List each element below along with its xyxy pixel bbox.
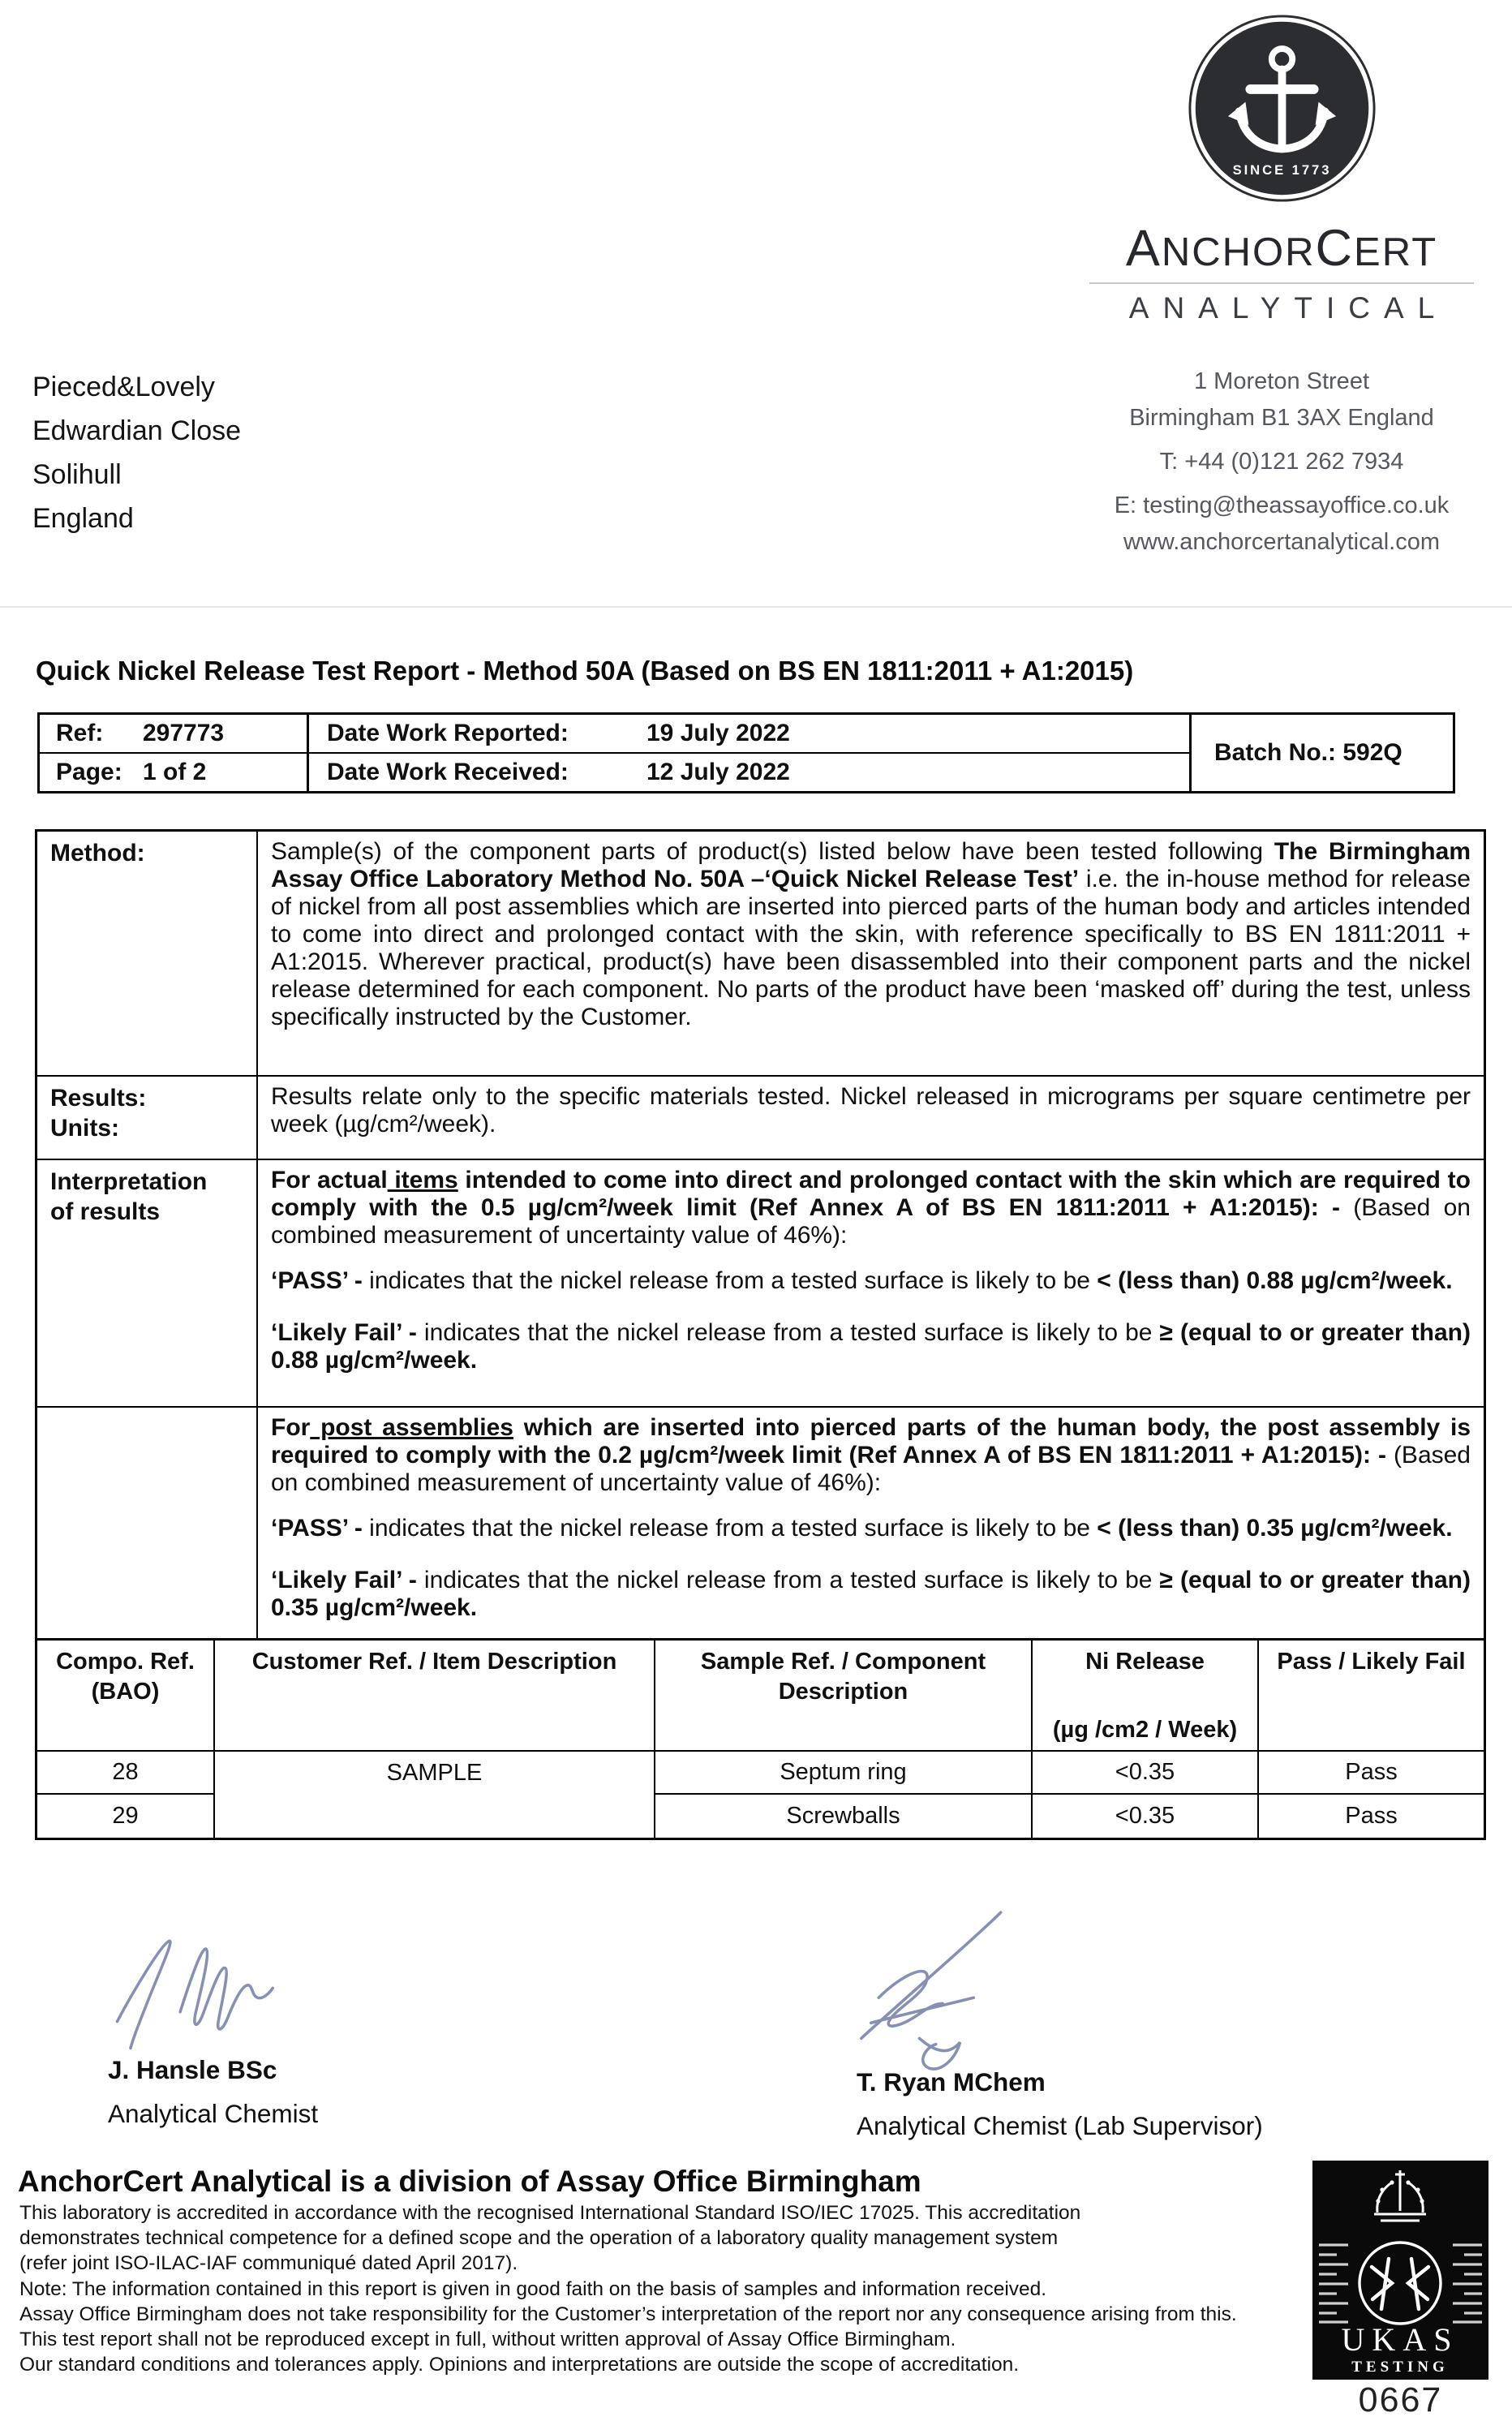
batch-number: Batch No.: 592Q (1214, 739, 1402, 766)
lab-address-line: 1 Moreton Street (1194, 368, 1369, 394)
ref-column (40, 715, 309, 791)
pass-text: indicates that the nickel release from a tested surface is likely to be (369, 1267, 1097, 1294)
lab-logo (1071, 13, 1493, 325)
customer-address-line: Solihull (32, 459, 122, 490)
wordmark-letters: ERT (1354, 230, 1438, 274)
date-received-row (309, 754, 1189, 791)
fail-text: indicates that the nickel release from a tested surface is likely to be (423, 1319, 1160, 1346)
fail-term: ‘Likely Fail’ - (271, 1319, 424, 1346)
interpretation-items-row (37, 1159, 1484, 1406)
wordmark-divider (1089, 282, 1474, 284)
header-ni-release (1033, 1641, 1259, 1750)
wordmark-letter: C (1315, 220, 1355, 277)
fail-text: indicates that the nickel release from a tested surface is likely to be (423, 1567, 1160, 1593)
intro-run: intended to come into direct and prolonged contact with the skin which are required to comply with the 0.5 µg/cm²/week limit (Ref Annex A of BS EN 1811:2011 + A1:2015): - (271, 1167, 1471, 1221)
method-run: Sample(s) of the component parts of product(s) listed below have been tested following (271, 838, 1274, 865)
posts-intro (271, 1414, 1471, 1497)
results-units-row (37, 1075, 1484, 1159)
header-sample-ref (655, 1641, 1033, 1750)
compo-ref-column (37, 1752, 215, 1838)
method-row (37, 832, 1484, 1075)
date-reported-row (309, 715, 1189, 754)
method-label: Method: (37, 832, 258, 1075)
ukas-accreditation-mark (1312, 2161, 1488, 2384)
footer-line: demonstrates technical competence for a defined scope and the operation of a laboratory quality management system (19, 2227, 1059, 2250)
customer-address-line: Pieced&Lovely (32, 372, 215, 402)
signature-tryan-icon (835, 1897, 1079, 2071)
signatory-right (857, 2060, 1263, 2148)
reference-table (37, 712, 1455, 793)
result-column (1259, 1752, 1484, 1838)
signatory-name: J. Hansle BSc (108, 2055, 277, 2084)
method-run-bold: The Birmingham Assay Office Laboratory Method No. 50A –‘Quick Nickel Release Test’ (271, 838, 1471, 892)
ref-row (40, 715, 307, 754)
fail-limit: ≥ (equal to or greater than) 0.88 µg/cm²/week. (271, 1319, 1471, 1374)
customer-address-line: Edwardian Close (32, 415, 242, 446)
anchor-icon (1187, 13, 1377, 204)
intro-run: For actual (271, 1167, 388, 1193)
logo-since-text: SINCE 1773 (1232, 161, 1331, 178)
header-compo-ref (37, 1641, 215, 1750)
header-line: Sample Ref. / Component (700, 1649, 986, 1675)
table-cell: Septum ring (655, 1752, 1031, 1795)
table-cell: <0.35 (1115, 1803, 1175, 1829)
units-label: Units: (50, 1115, 119, 1142)
header-line: Ni Release (1085, 1649, 1205, 1675)
footer-heading: AnchorCert Analytical is a division of Assay Office Birmingham (18, 2165, 921, 2198)
table-cell: Screwballs (786, 1803, 900, 1829)
sample-ref-column (655, 1752, 1033, 1838)
fail-term: ‘Likely Fail’ - (271, 1567, 424, 1593)
header-line: (µg /cm2 / Week) (1052, 1717, 1238, 1743)
ukas-type-text: TESTING (1351, 2359, 1449, 2376)
results-label: Results: (50, 1085, 147, 1112)
lab-email: E: testing@theassayoffice.co.uk (1114, 492, 1450, 518)
ukas-name-text: UKAS (1341, 2321, 1459, 2358)
footer-line: Our standard conditions and tolerances apply. Opinions and interpretations are outside the scope of accreditation. (19, 2354, 1020, 2376)
interpretation-label-line: Interpretation (50, 1168, 208, 1195)
interpretation-label (37, 1160, 258, 1406)
footer-disclaimer (19, 2200, 1237, 2377)
header-divider (0, 606, 1512, 608)
table-cell: Pass (1259, 1752, 1484, 1795)
footer-line: (refer joint ISO-ILAC-IAF communiqué dated April 2017). (19, 2252, 518, 2275)
customer-ref-column (215, 1752, 655, 1838)
customer-address-line: England (32, 503, 134, 534)
fail-limit: ≥ (equal to or greater than) 0.35 µg/cm²/week. (271, 1567, 1471, 1621)
signatory-left (108, 2048, 318, 2135)
method-run: i.e. the in-house method for release of nickel from all post assemblies which are inserted into pierced parts of the human body and articles intended to come into direct and prolonged contact with the skin, with reference specifically to BS EN 1811:2011 + A1:2015. Wherever practical, product(s) have been disassembled into their component parts and the nickel release determined for each component. No parts of the product have been ‘masked off’ during the test, unless specifically instructed by the Customer. (271, 866, 1471, 1030)
lab-contact (1083, 363, 1480, 561)
date-reported-label: Date Work Reported: (327, 720, 569, 746)
table-cell: <0.35 (1033, 1752, 1257, 1795)
interpretation-posts-row (37, 1406, 1484, 1638)
ref-label: Ref: (56, 720, 104, 746)
header-line: (BAO) (91, 1679, 160, 1705)
table-cell: Pass (1345, 1803, 1398, 1829)
fail-definition (271, 1567, 1471, 1622)
dates-column (309, 715, 1192, 791)
ni-release-column (1033, 1752, 1259, 1838)
date-received-value: 12 July 2022 (646, 759, 790, 785)
intro-underlined: items (387, 1167, 458, 1193)
results-table-body (37, 1752, 1484, 1838)
ref-value: 297773 (143, 720, 225, 746)
page-row (40, 754, 307, 791)
wordmark-letters: NCHOR (1161, 230, 1316, 274)
interpretation-label-spacer (37, 1408, 258, 1638)
interpretation-posts-text (258, 1408, 1484, 1638)
pass-term: ‘PASS’ - (271, 1267, 370, 1294)
footer-line: This test report shall not be reproduced except in full, without written approval of Assay Office Birmingham. (19, 2329, 956, 2351)
intro-run: (Based on combined measurement of uncertainty value of 46%): (271, 1194, 1471, 1249)
pass-text: indicates that the nickel release from a tested surface is likely to be (369, 1515, 1097, 1542)
report-title: Quick Nickel Release Test Report - Method 50A (Based on BS EN 1811:2011 + A1:2015) (36, 656, 1134, 686)
pass-term: ‘PASS’ - (271, 1515, 370, 1542)
intro-run: which are inserted into pierced parts of the human body, the post assembly is required to comply with the 0.2 µg/cm²/week limit (Ref Annex A of BS EN 1811:2011 + A1:2015): - (271, 1414, 1471, 1469)
ukas-testing-icon (1312, 2161, 1488, 2380)
footer-line: Assay Office Birmingham does not take responsibility for the Customer’s interpretation of the report nor any consequence arising from this. (19, 2303, 1237, 2325)
interpretation-items-text (258, 1160, 1484, 1406)
wordmark-letter: A (1125, 220, 1162, 277)
lab-phone: T: +44 (0)121 262 7934 (1159, 449, 1404, 475)
table-cell-merged: SAMPLE (386, 1760, 483, 1786)
batch-cell (1192, 715, 1453, 791)
lab-website: www.anchorcertanalytical.com (1123, 529, 1441, 555)
table-cell: 29 (112, 1803, 139, 1829)
pass-definition (271, 1267, 1471, 1295)
page-label: Page: (56, 759, 122, 785)
lab-address-line: Birmingham B1 3AX England (1129, 405, 1434, 431)
items-intro (271, 1167, 1471, 1249)
customer-address (32, 365, 241, 540)
signatory-role: Analytical Chemist (Lab Supervisor) (857, 2111, 1263, 2140)
footer-line: This laboratory is accredited in accordance with the recognised International Standard ISO/IEC 17025. This accreditation (19, 2202, 1081, 2224)
fail-definition (271, 1319, 1471, 1374)
date-reported-value: 19 July 2022 (646, 720, 790, 746)
results-table-header (37, 1638, 1484, 1752)
pass-definition (271, 1515, 1471, 1542)
pass-limit: < (less than) 0.88 µg/cm²/week. (1097, 1267, 1453, 1294)
intro-underlined: post assemblies (310, 1414, 513, 1441)
footer-line: Note: The information contained in this report is given in good faith on the basis of samples and information received. (19, 2277, 1047, 2300)
logo-subtitle: ANALYTICAL (1128, 291, 1449, 325)
header-pass-fail: Pass / Likely Fail (1277, 1649, 1466, 1675)
header-line: Compo. Ref. (56, 1649, 195, 1675)
main-table (35, 829, 1486, 1840)
pass-limit: < (less than) 0.35 µg/cm²/week. (1097, 1515, 1453, 1542)
page-value: 1 of 2 (143, 759, 207, 785)
date-received-label: Date Work Received: (327, 759, 569, 785)
intro-run: For (271, 1414, 311, 1441)
signatory-name: T. Ryan MChem (857, 2067, 1046, 2096)
interpretation-label-line: of results (50, 1198, 161, 1225)
intro-run: (Based on combined measurement of uncertainty value of 46%): (271, 1442, 1471, 1496)
ukas-accreditation-number: 0667 (1358, 2380, 1443, 2419)
signature-jhansle-icon (96, 1905, 339, 2067)
header-customer-ref: Customer Ref. / Item Description (215, 1641, 655, 1750)
table-cell: 28 (37, 1752, 213, 1795)
method-text (258, 832, 1484, 1075)
results-units-labels (37, 1077, 258, 1159)
header-line: Description (778, 1679, 908, 1705)
results-text: Results relate only to the specific materials tested. Nickel released in micrograms per square centimetre per week (µg/cm²/week). (271, 1083, 1471, 1137)
logo-wordmark (1071, 220, 1493, 277)
signatory-role: Analytical Chemist (108, 2099, 319, 2128)
